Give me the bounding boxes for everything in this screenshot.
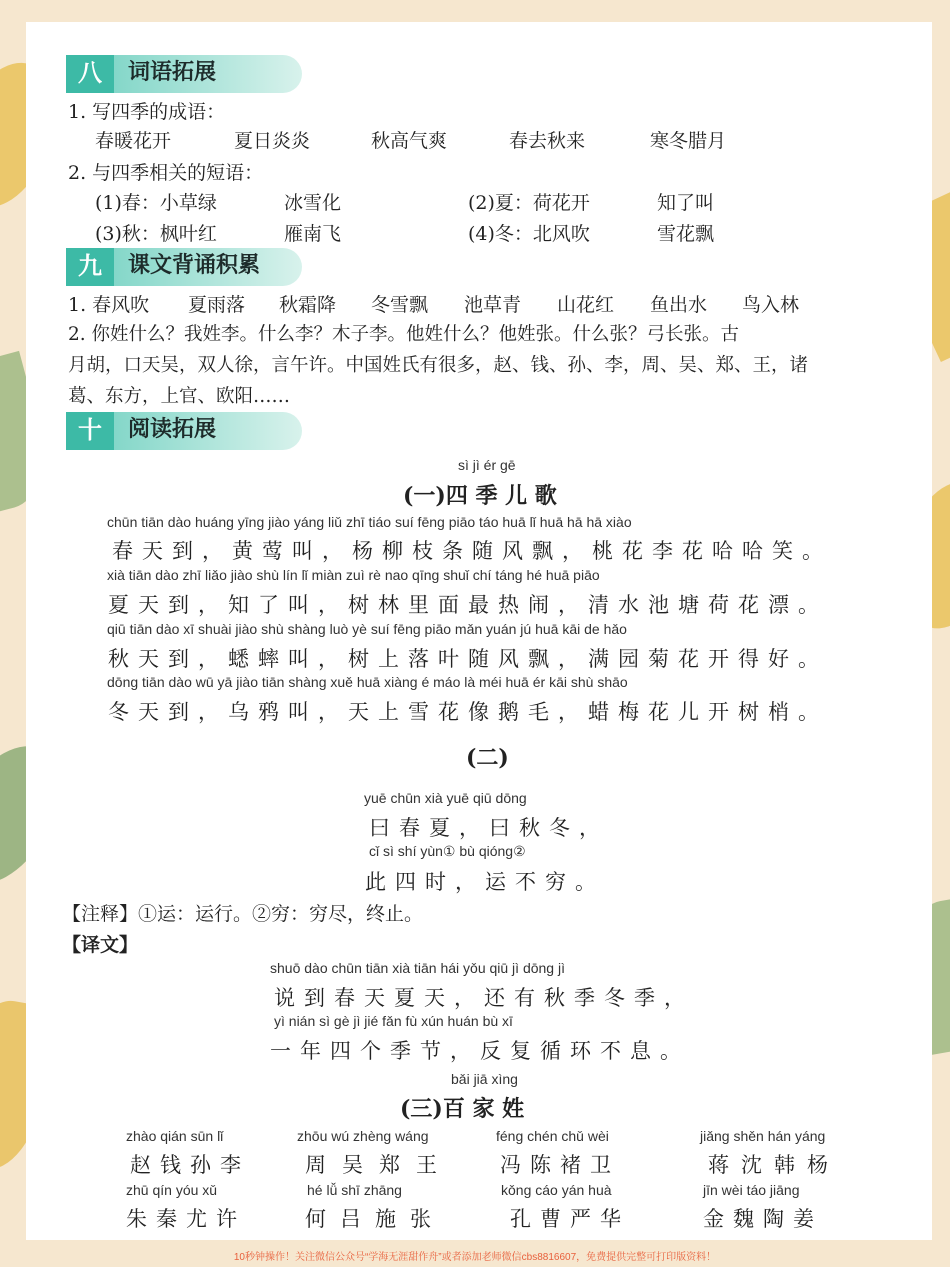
surname-group: 何吕施张	[305, 1207, 445, 1231]
surname-group: 孔曹严华	[510, 1207, 630, 1231]
verse-line: 此四时，运不穷。	[365, 870, 605, 894]
section-number: 八	[66, 55, 114, 93]
passage-line: 葛、东方，上官、欧阳……	[68, 386, 291, 407]
passage-line: 2. 你姓什么？我姓李。什么李？木子李。他姓什么？他姓张。什么张？弓长张。古	[68, 324, 740, 345]
verse-line: 冬天到，乌鸦叫，天上雪花像鹅毛，蜡梅花儿开树梢。	[108, 700, 828, 724]
surname-group: 金魏陶姜	[703, 1207, 823, 1231]
idiom: 春暖花开	[95, 130, 172, 152]
section-10-header	[66, 412, 302, 450]
title-pinyin: sì jì ér gē	[458, 457, 516, 473]
pinyin-line: dōng tiān dào wū yā jiào tiān shàng xuě huā xiàng é máo là méi huā ér kāi shù shāo	[107, 674, 628, 690]
phrase: 夏雨落	[188, 294, 246, 316]
phrase: 1. 春风吹	[68, 294, 150, 316]
poem-title: (二)	[466, 745, 509, 771]
phrase: (4)冬：北风吹	[468, 223, 590, 245]
verse-line: 曰春夏，曰秋冬，	[369, 816, 609, 840]
pinyin-line: zhōu wú zhèng wáng	[297, 1128, 429, 1144]
verse-line: 春天到，黄莺叫，杨柳枝条随风飘，桃花李花哈哈笑。	[112, 539, 832, 563]
phrase: 雪花飘	[657, 223, 715, 245]
section-title: 词语拓展	[128, 59, 217, 84]
phrase: (1)春：小草绿	[95, 192, 217, 214]
pinyin-line: zhào qián sūn lǐ	[126, 1128, 224, 1144]
phrase: 冬雪飘	[371, 294, 429, 316]
footer-note: 10秒钟操作！关注微信公众号“学海无涯甜作舟”或者添加老师微信cbs8816607，免费提供完整可打印版资料！	[233, 1252, 717, 1263]
section-number: 九	[66, 248, 114, 286]
section-9-header	[66, 248, 302, 286]
phrase: (2)夏：荷花开	[468, 192, 590, 214]
pinyin-line: qiū tiān dào xī shuài jiào shù shàng luò yè suí fēng piāo mǎn yuán jú huā kāi de hǎo	[107, 621, 627, 637]
pinyin-line: jīn wèi táo jiāng	[703, 1182, 800, 1198]
section-8-header	[66, 55, 302, 93]
passage-line: 月胡，口天吴，双人徐，言午许。中国姓氏有很多，赵、钱、孙、李，周、吴、郑、王，诸	[68, 355, 809, 376]
pinyin-line: jiǎng shěn hán yáng	[700, 1128, 826, 1144]
question-1: 1. 写四季的成语：	[68, 101, 226, 123]
idiom: 寒冬腊月	[650, 130, 727, 152]
verse-line: 说到春天夏天，还有秋季冬季，	[274, 986, 694, 1010]
verse-line: 一年四个季节，反复循环不息。	[270, 1039, 690, 1063]
section-title: 阅读拓展	[128, 416, 217, 441]
surname-group: 冯陈褚卫	[500, 1153, 620, 1177]
pinyin-line: shuō dào chūn tiān xià tiān hái yǒu qiū jì dōng jì	[270, 960, 565, 976]
phrase: 山花红	[557, 294, 615, 316]
pinyin-line: hé lǚ shī zhāng	[307, 1182, 402, 1198]
title-pinyin: bǎi jiā xìng	[451, 1071, 518, 1087]
idiom: 夏日炎炎	[234, 130, 311, 152]
surname-group: 周吴郑王	[305, 1153, 453, 1177]
question-2: 2. 与四季相关的短语：	[68, 162, 264, 184]
pinyin-line: yuē chūn xià yuē qiū dōng	[364, 790, 527, 806]
pinyin-line: féng chén chǔ wèi	[496, 1128, 609, 1144]
pinyin-line: zhū qín yóu xǔ	[126, 1182, 218, 1198]
phrase: (3)秋：枫叶红	[95, 223, 217, 245]
translation-label: 【译文】	[62, 934, 139, 956]
poem-title: (一)四 季 儿 歌	[403, 483, 557, 509]
pinyin-line: chūn tiān dào huáng yīng jiào yáng liǔ zhī tiáo suí fēng piāo táo huā lǐ huā hā hā xiào	[107, 514, 632, 530]
pinyin-line: yì nián sì gè jì jié fǎn fù xún huán bù xī	[274, 1013, 513, 1029]
idiom: 春去秋来	[509, 130, 586, 152]
phrase: 鱼出水	[650, 294, 708, 316]
annotation: 【注释】①运：运行。②穷：穷尽，终止。	[62, 903, 424, 925]
surname-group: 赵钱孙李	[130, 1153, 250, 1177]
surname-group: 朱秦尤许	[126, 1207, 246, 1231]
section-number: 十	[66, 412, 114, 450]
idiom: 秋高气爽	[371, 130, 448, 152]
phrase: 冰雪化	[284, 192, 342, 214]
phrase: 鸟入林	[742, 294, 800, 316]
section-title: 课文背诵积累	[128, 252, 261, 277]
pinyin-line: xià tiān dào zhī liǎo jiào shù lín lǐ miàn zuì rè nao qīng shuǐ chí táng hé huā piāo	[107, 567, 600, 583]
phrase: 雁南飞	[284, 223, 342, 245]
poem-title: (三)百 家 姓	[400, 1096, 525, 1122]
phrase: 秋霜降	[279, 294, 337, 316]
phrase: 知了叫	[657, 192, 715, 214]
pinyin-line: kǒng cáo yán huà	[501, 1182, 612, 1198]
verse-line: 夏天到，知了叫，树林里面最热闹，清水池塘荷花漂。	[108, 593, 828, 617]
phrase: 池草青	[464, 294, 522, 316]
verse-line: 秋天到，蟋蟀叫，树上落叶随风飘，满园菊花开得好。	[108, 647, 828, 671]
pinyin-line: cǐ sì shí yùn① bù qióng②	[369, 843, 526, 859]
surname-group: 蒋沈韩杨	[708, 1153, 840, 1177]
